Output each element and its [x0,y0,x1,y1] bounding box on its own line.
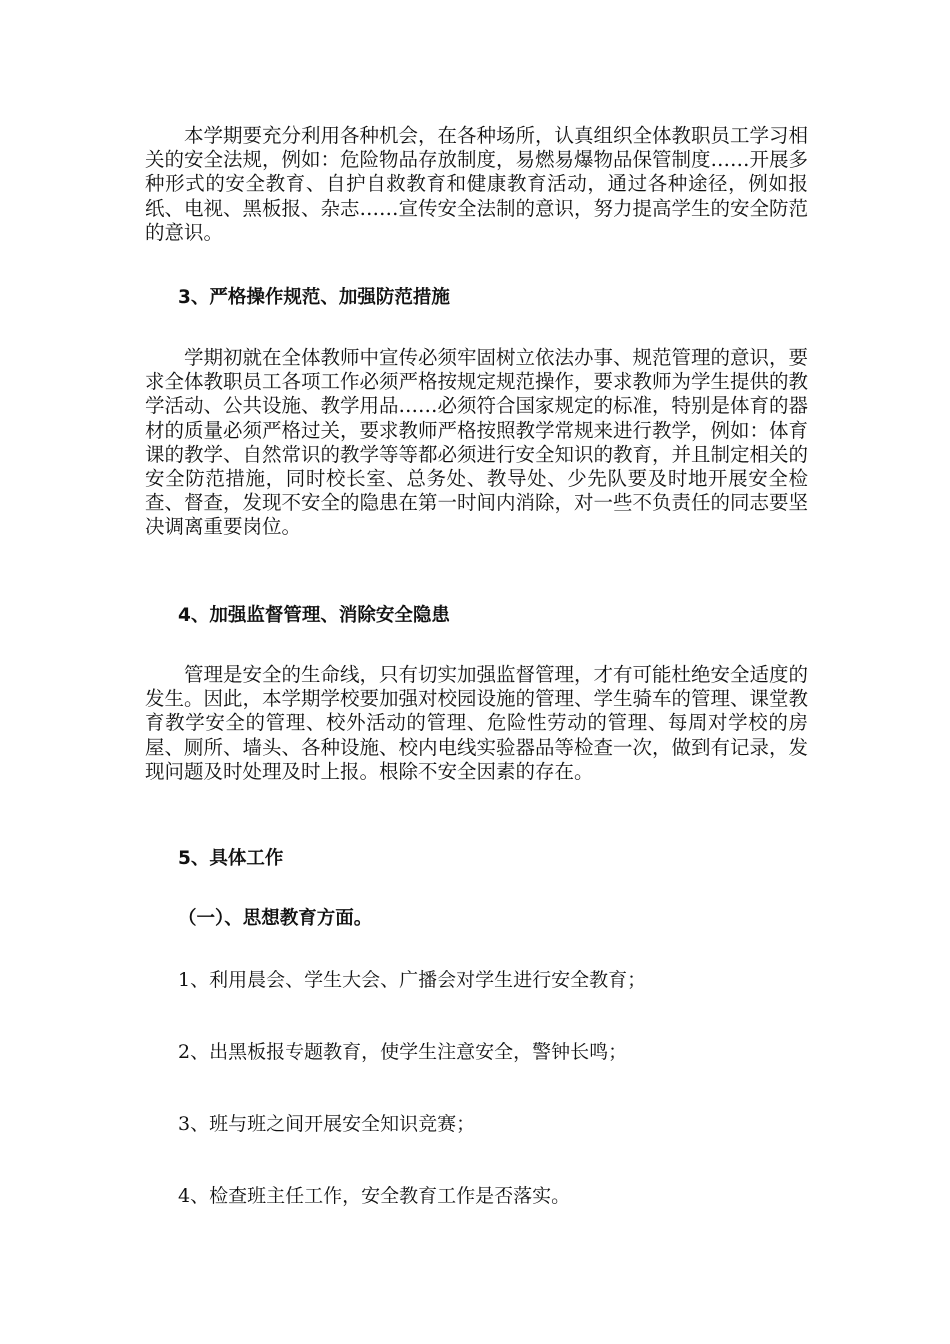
list-item: 1、利用晨会、学生大会、广播会对学生进行安全教育； [178,969,647,991]
heading-section-4: 4、加强监督管理、消除安全隐患 [178,605,450,626]
list-item: 3、班与班之间开展安全知识竞赛； [178,1113,476,1135]
subheading-ideological-education: （一）、思想教育方面。 [178,908,373,929]
paragraph-operation-standards: 学期初就在全体教师中宣传必须牢固树立依法办事、规范管理的意识，要求全体教职员工各项工作必须严格按规定规范操作，要求教师为学生提供的教学活动、公共设施、教学用品……必须符合国家规定的标准，特别是体育的器材的质量必须严格过关，要求教师严格按照教学常规来进行教学，例如：体育课的教学、自然常识的教学等等都必须进行安全知识的教育，并且制定相关的安全防范措施，同时校长室、总务处、教导处、少先队要及时地开展安全检查、督查，发现不安全的隐患在第一时间内消除，对一些不负责任的同志要坚决调离重要岗位。 [145,346,809,539]
heading-section-3: 3、严格操作规范、加强防范措施 [178,287,450,308]
list-item: 4、检查班主任工作，安全教育工作是否落实。 [178,1185,571,1207]
list-item: 2、出黑板报专题教育，使学生注意安全，警钟长鸣； [178,1041,628,1063]
heading-section-5: 5、具体工作 [178,848,284,869]
paragraph-supervision: 管理是安全的生命线，只有切实加强监督管理，才有可能杜绝安全适度的发生。因此，本学期学校要加强对校园设施的管理、学生骑车的管理、课堂教育教学安全的管理、校外活动的管理、危险性劳动的管理、每周对学校的房屋、厕所、墙头、各种设施、校内电线实验器品等检查一次，做到有记录，发现问题及时处理及时上报。根除不安全因素的存在。 [145,663,809,783]
paragraph-safety-education: 本学期要充分利用各种机会，在各种场所，认真组织全体教职员工学习相关的安全法规，例如：危险物品存放制度，易燃易爆物品保管制度……开展多种形式的安全教育、自护自救教育和健康教育活动，通过各种途径，例如报纸、电视、黑板报、杂志……宣传安全法制的意识，努力提高学生的安全防范的意识。 [145,124,809,244]
